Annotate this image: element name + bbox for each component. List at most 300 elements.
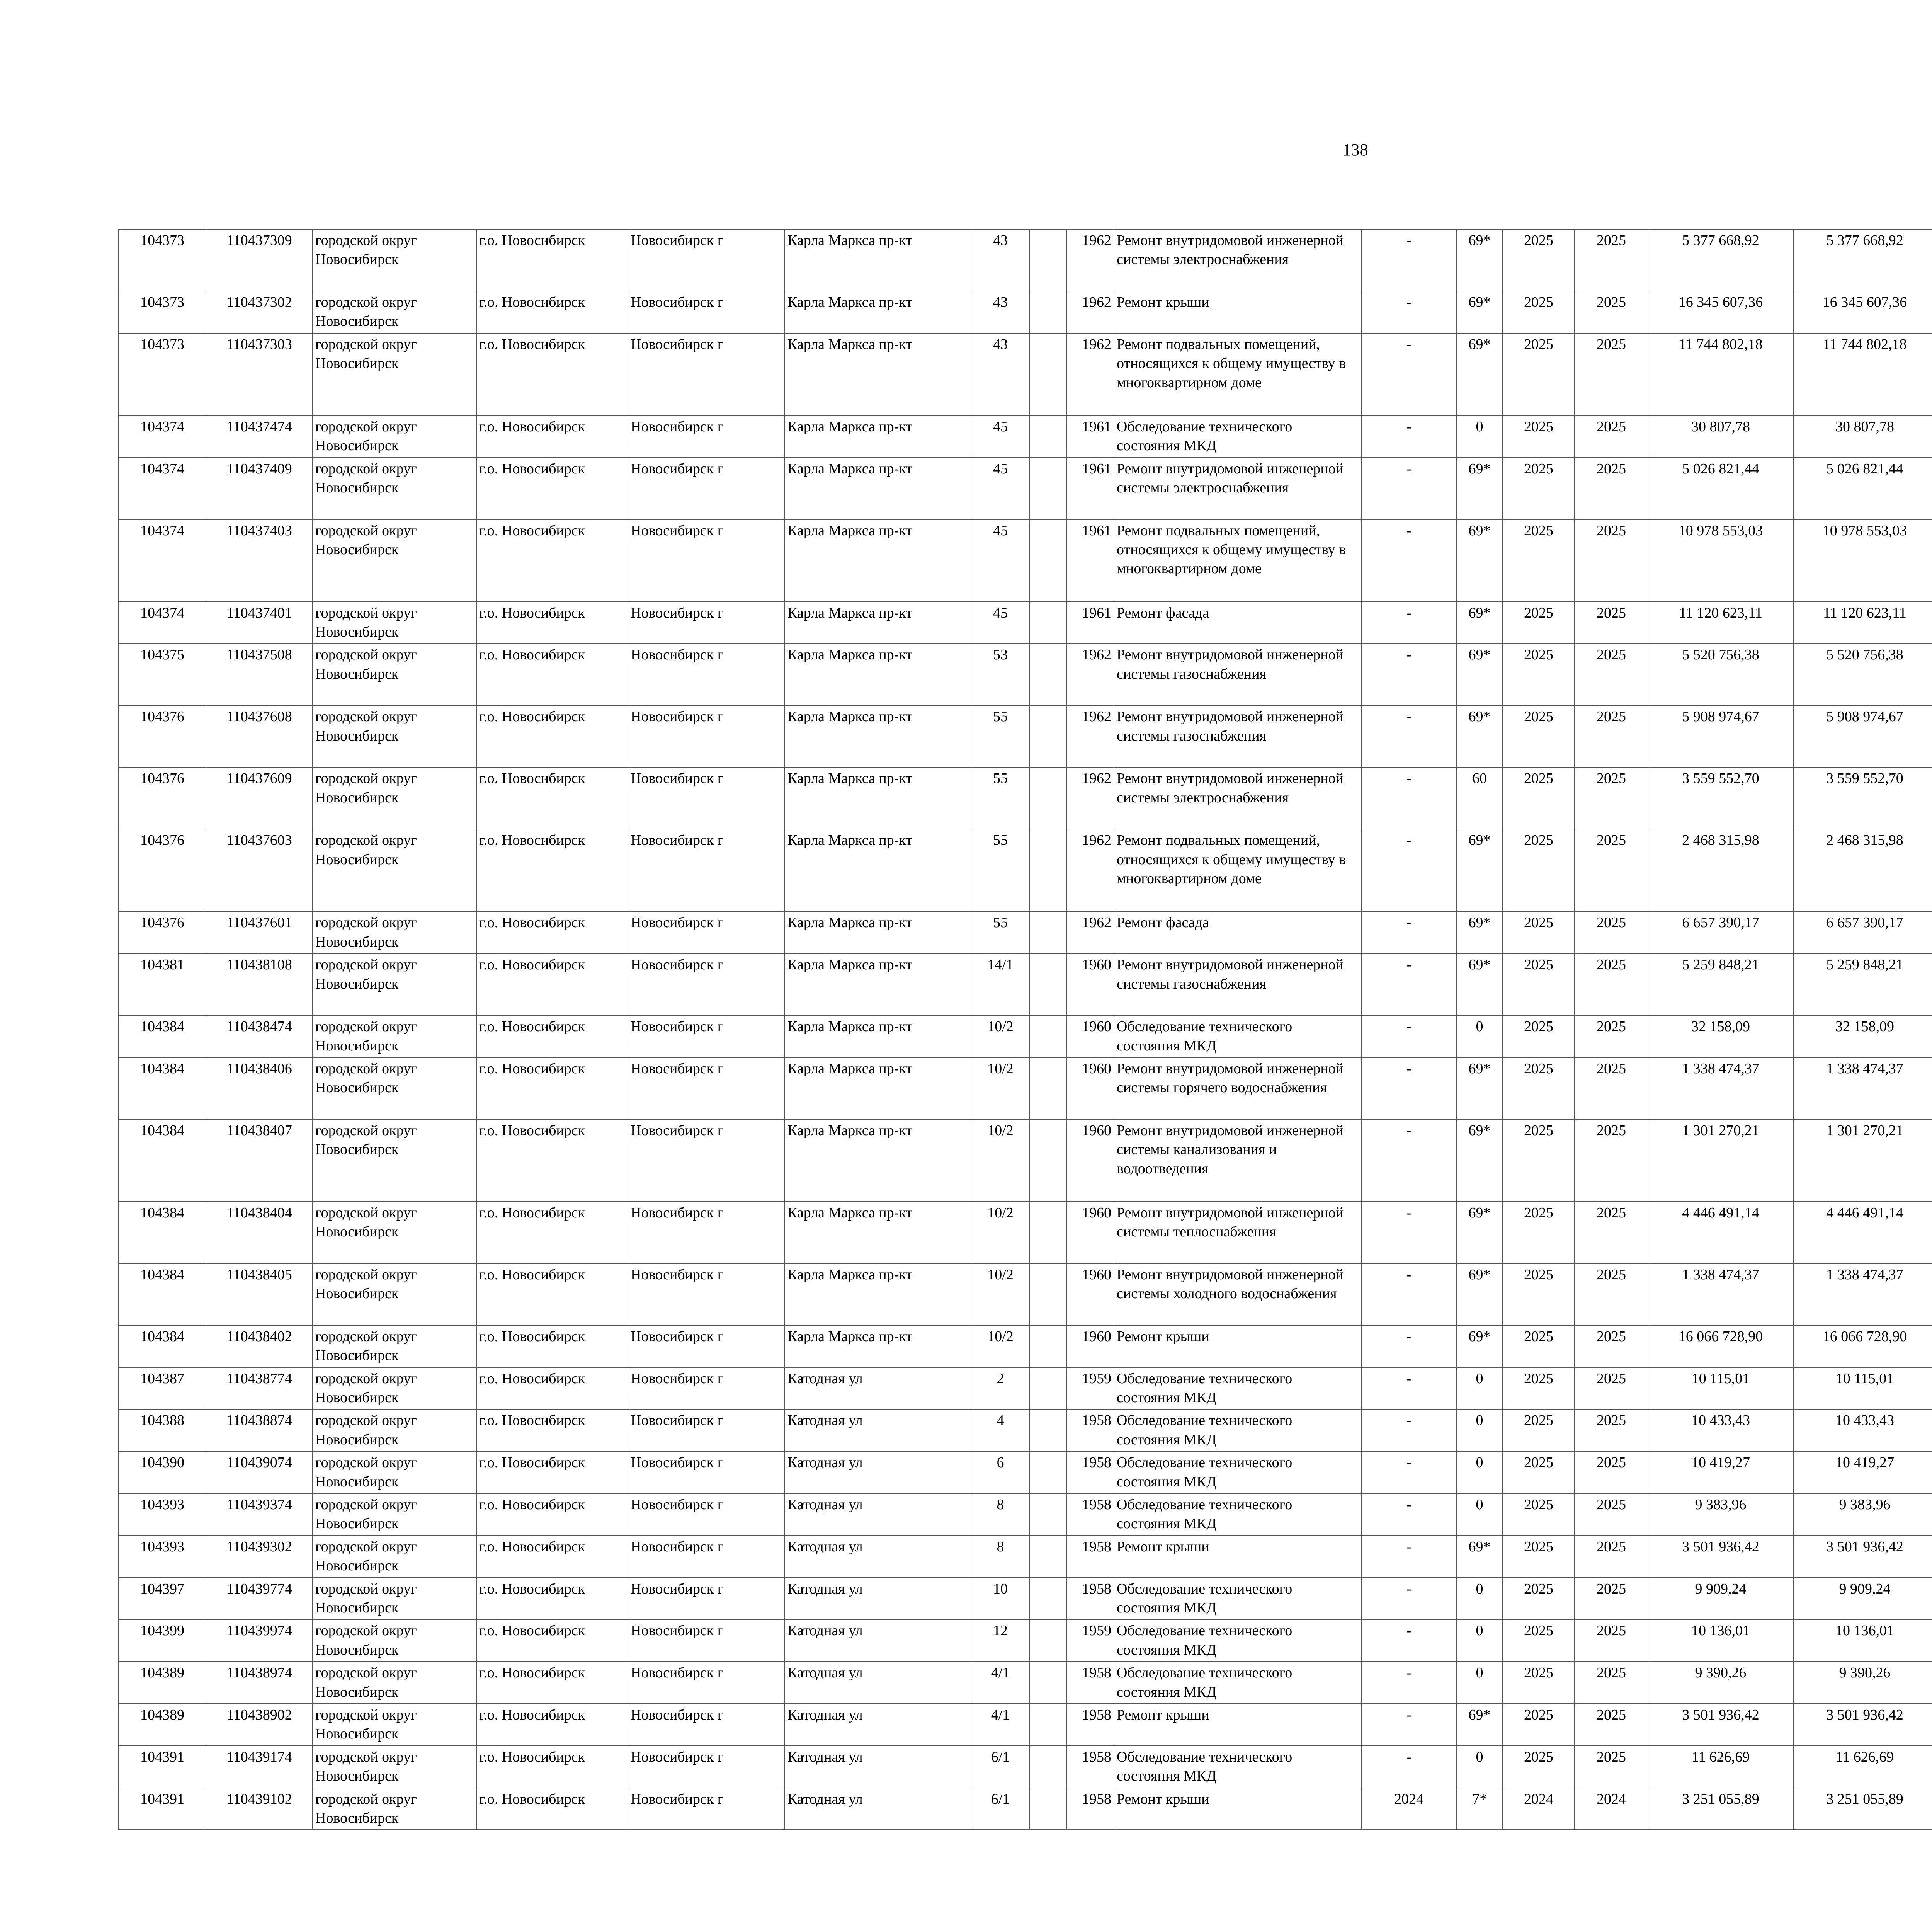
house-id-cell: 104374 <box>119 519 206 602</box>
fund-cost-cell: 9 909,24 <box>1793 1578 1932 1620</box>
prev-year-cell: - <box>1361 458 1456 519</box>
locality-cell: Новосибирск г <box>628 229 785 291</box>
plan-to-cell: 2025 <box>1575 333 1648 415</box>
prev-year-cell: - <box>1361 291 1456 333</box>
house-id-cell: 104373 <box>119 229 206 291</box>
plan-from-cell: 2024 <box>1503 1788 1575 1830</box>
house-id-cell: 104376 <box>119 911 206 953</box>
district-cell: городской округ Новосибирск <box>313 705 476 767</box>
plan-from-cell: 2025 <box>1503 333 1575 415</box>
plan-to-cell: 2025 <box>1575 644 1648 705</box>
district-cell: городской округ Новосибирск <box>313 1788 476 1830</box>
district-cell: городской округ Новосибирск <box>313 1057 476 1119</box>
house-id-cell: 104376 <box>119 767 206 829</box>
prev-year-cell: - <box>1361 1119 1456 1202</box>
wear-cell: 69* <box>1456 1536 1503 1578</box>
street-cell: Карла Маркса пр-кт <box>785 644 971 705</box>
house-number-cell: 55 <box>971 705 1030 767</box>
extra-cell <box>1030 1662 1067 1704</box>
house-number-cell: 43 <box>971 333 1030 415</box>
street-cell: Карла Маркса пр-кт <box>785 333 971 415</box>
fund-cost-cell: 3 251 055,89 <box>1793 1788 1932 1830</box>
locality-cell: Новосибирск г <box>628 1746 785 1788</box>
house-number-cell: 55 <box>971 911 1030 953</box>
table-row <box>119 1493 1932 1536</box>
district-cell: городской округ Новосибирск <box>313 415 476 458</box>
municipality-cell: г.о. Новосибирск <box>476 953 628 1015</box>
fund-cost-cell: 11 626,69 <box>1793 1746 1932 1788</box>
work-type-cell: Обследование технического состояния МКД <box>1114 1493 1361 1536</box>
total-cost-cell: 1 338 474,37 <box>1648 1057 1793 1119</box>
extra-cell <box>1030 1119 1067 1202</box>
work-type-cell: Ремонт крыши <box>1114 291 1361 333</box>
extra-cell <box>1030 333 1067 415</box>
total-cost-cell: 5 520 756,38 <box>1648 644 1793 705</box>
house-id-cell: 104393 <box>119 1536 206 1578</box>
municipality-cell: г.о. Новосибирск <box>476 1788 628 1830</box>
house-number-cell: 10/2 <box>971 1057 1030 1119</box>
build-year-cell: 1960 <box>1067 953 1114 1015</box>
total-cost-cell: 10 136,01 <box>1648 1619 1793 1662</box>
plan-from-cell: 2025 <box>1503 415 1575 458</box>
house-number-cell: 53 <box>971 644 1030 705</box>
house-id-cell: 104375 <box>119 644 206 705</box>
plan-from-cell: 2025 <box>1503 291 1575 333</box>
locality-cell: Новосибирск г <box>628 829 785 911</box>
table-row <box>119 911 1932 953</box>
prev-year-cell: - <box>1361 705 1456 767</box>
work-type-cell: Ремонт внутридомовой инженерной системы газоснабжения <box>1114 644 1361 705</box>
plan-from-cell: 2025 <box>1503 1662 1575 1704</box>
plan-to-cell: 2025 <box>1575 829 1648 911</box>
plan-from-cell: 2025 <box>1503 705 1575 767</box>
work-type-cell: Обследование технического состояния МКД <box>1114 1451 1361 1493</box>
municipality-cell: г.о. Новосибирск <box>476 1202 628 1263</box>
work-code-cell: 110437603 <box>206 829 313 911</box>
wear-cell: 0 <box>1456 1015 1503 1057</box>
house-number-cell: 4 <box>971 1409 1030 1451</box>
locality-cell: Новосибирск г <box>628 953 785 1015</box>
municipality-cell: г.о. Новосибирск <box>476 829 628 911</box>
house-number-cell: 12 <box>971 1619 1030 1662</box>
plan-to-cell: 2025 <box>1575 911 1648 953</box>
house-id-cell: 104391 <box>119 1788 206 1830</box>
locality-cell: Новосибирск г <box>628 1662 785 1704</box>
house-number-cell: 6 <box>971 1451 1030 1493</box>
fund-cost-cell: 5 908 974,67 <box>1793 705 1932 767</box>
work-type-cell: Обследование технического состояния МКД <box>1114 415 1361 458</box>
house-id-cell: 104389 <box>119 1662 206 1704</box>
house-number-cell: 10 <box>971 1578 1030 1620</box>
plan-from-cell: 2025 <box>1503 644 1575 705</box>
work-code-cell: 110437609 <box>206 767 313 829</box>
plan-to-cell: 2025 <box>1575 1536 1648 1578</box>
prev-year-cell: - <box>1361 1493 1456 1536</box>
plan-from-cell: 2025 <box>1503 1746 1575 1788</box>
extra-cell <box>1030 1057 1067 1119</box>
work-code-cell: 110437401 <box>206 602 313 644</box>
fund-cost-cell: 11 120 623,11 <box>1793 602 1932 644</box>
house-number-cell: 6/1 <box>971 1788 1030 1830</box>
prev-year-cell: - <box>1361 1325 1456 1367</box>
total-cost-cell: 5 908 974,67 <box>1648 705 1793 767</box>
wear-cell: 69* <box>1456 333 1503 415</box>
house-id-cell: 104391 <box>119 1746 206 1788</box>
prev-year-cell: - <box>1361 1057 1456 1119</box>
district-cell: городской округ Новосибирск <box>313 1619 476 1662</box>
plan-to-cell: 2025 <box>1575 1619 1648 1662</box>
prev-year-cell: - <box>1361 229 1456 291</box>
locality-cell: Новосибирск г <box>628 1202 785 1263</box>
district-cell: городской округ Новосибирск <box>313 1746 476 1788</box>
work-type-cell: Ремонт крыши <box>1114 1704 1361 1746</box>
build-year-cell: 1962 <box>1067 644 1114 705</box>
plan-from-cell: 2025 <box>1503 953 1575 1015</box>
plan-to-cell: 2024 <box>1575 1788 1648 1830</box>
plan-from-cell: 2025 <box>1503 1263 1575 1325</box>
district-cell: городской округ Новосибирск <box>313 1536 476 1578</box>
extra-cell <box>1030 1367 1067 1410</box>
street-cell: Катодная ул <box>785 1536 971 1578</box>
house-id-cell: 104374 <box>119 415 206 458</box>
wear-cell: 0 <box>1456 1746 1503 1788</box>
district-cell: городской округ Новосибирск <box>313 1263 476 1325</box>
house-id-cell: 104389 <box>119 1704 206 1746</box>
extra-cell <box>1030 602 1067 644</box>
plan-to-cell: 2025 <box>1575 1015 1648 1057</box>
total-cost-cell: 9 909,24 <box>1648 1578 1793 1620</box>
table-body <box>119 229 1932 1830</box>
total-cost-cell: 6 657 390,17 <box>1648 911 1793 953</box>
work-type-cell: Ремонт подвальных помещений, относящихся к общему имуществу в многоквартирном доме <box>1114 333 1361 415</box>
total-cost-cell: 11 120 623,11 <box>1648 602 1793 644</box>
district-cell: городской округ Новосибирск <box>313 1119 476 1202</box>
plan-from-cell: 2025 <box>1503 1409 1575 1451</box>
locality-cell: Новосибирск г <box>628 705 785 767</box>
house-number-cell: 55 <box>971 829 1030 911</box>
build-year-cell: 1961 <box>1067 602 1114 644</box>
fund-cost-cell: 32 158,09 <box>1793 1015 1932 1057</box>
fund-cost-cell: 9 383,96 <box>1793 1493 1932 1536</box>
table-row <box>119 291 1932 333</box>
street-cell: Карла Маркса пр-кт <box>785 519 971 602</box>
work-code-cell: 110438108 <box>206 953 313 1015</box>
street-cell: Катодная ул <box>785 1493 971 1536</box>
work-code-cell: 110438774 <box>206 1367 313 1410</box>
street-cell: Карла Маркса пр-кт <box>785 1119 971 1202</box>
locality-cell: Новосибирск г <box>628 1057 785 1119</box>
house-id-cell: 104376 <box>119 829 206 911</box>
street-cell: Катодная ул <box>785 1409 971 1451</box>
build-year-cell: 1958 <box>1067 1451 1114 1493</box>
district-cell: городской округ Новосибирск <box>313 1578 476 1620</box>
wear-cell: 69* <box>1456 1325 1503 1367</box>
total-cost-cell: 11 744 802,18 <box>1648 333 1793 415</box>
build-year-cell: 1960 <box>1067 1202 1114 1263</box>
municipality-cell: г.о. Новосибирск <box>476 1704 628 1746</box>
build-year-cell: 1958 <box>1067 1493 1114 1536</box>
house-number-cell: 2 <box>971 1367 1030 1410</box>
street-cell: Карла Маркса пр-кт <box>785 1202 971 1263</box>
street-cell: Карла Маркса пр-кт <box>785 602 971 644</box>
plan-from-cell: 2025 <box>1503 1057 1575 1119</box>
house-id-cell: 104384 <box>119 1202 206 1263</box>
street-cell: Катодная ул <box>785 1451 971 1493</box>
fund-cost-cell: 9 390,26 <box>1793 1662 1932 1704</box>
house-number-cell: 45 <box>971 602 1030 644</box>
plan-from-cell: 2025 <box>1503 1536 1575 1578</box>
wear-cell: 69* <box>1456 1704 1503 1746</box>
work-code-cell: 110438902 <box>206 1704 313 1746</box>
street-cell: Катодная ул <box>785 1746 971 1788</box>
district-cell: городской округ Новосибирск <box>313 1202 476 1263</box>
house-id-cell: 104384 <box>119 1263 206 1325</box>
work-type-cell: Ремонт внутридомовой инженерной системы электроснабжения <box>1114 767 1361 829</box>
work-code-cell: 110439174 <box>206 1746 313 1788</box>
fund-cost-cell: 10 433,43 <box>1793 1409 1932 1451</box>
house-number-cell: 8 <box>971 1493 1030 1536</box>
table-row <box>119 602 1932 644</box>
fund-cost-cell: 5 026 821,44 <box>1793 458 1932 519</box>
plan-from-cell: 2025 <box>1503 829 1575 911</box>
district-cell: городской округ Новосибирск <box>313 1451 476 1493</box>
wear-cell: 69* <box>1456 1263 1503 1325</box>
plan-to-cell: 2025 <box>1575 1202 1648 1263</box>
district-cell: городской округ Новосибирск <box>313 911 476 953</box>
work-type-cell: Обследование технического состояния МКД <box>1114 1015 1361 1057</box>
street-cell: Катодная ул <box>785 1662 971 1704</box>
district-cell: городской округ Новосибирск <box>313 1367 476 1410</box>
extra-cell <box>1030 829 1067 911</box>
build-year-cell: 1959 <box>1067 1619 1114 1662</box>
fund-cost-cell: 3 501 936,42 <box>1793 1536 1932 1578</box>
prev-year-cell: - <box>1361 1578 1456 1620</box>
table-row <box>119 415 1932 458</box>
district-cell: городской округ Новосибирск <box>313 333 476 415</box>
fund-cost-cell: 1 338 474,37 <box>1793 1057 1932 1119</box>
house-id-cell: 104376 <box>119 705 206 767</box>
plan-from-cell: 2025 <box>1503 229 1575 291</box>
extra-cell <box>1030 705 1067 767</box>
extra-cell <box>1030 415 1067 458</box>
build-year-cell: 1958 <box>1067 1662 1114 1704</box>
plan-to-cell: 2025 <box>1575 1367 1648 1410</box>
house-id-cell: 104390 <box>119 1451 206 1493</box>
build-year-cell: 1962 <box>1067 333 1114 415</box>
plan-from-cell: 2025 <box>1503 519 1575 602</box>
build-year-cell: 1960 <box>1067 1325 1114 1367</box>
work-type-cell: Ремонт подвальных помещений, относящихся к общему имуществу в многоквартирном доме <box>1114 829 1361 911</box>
street-cell: Карла Маркса пр-кт <box>785 767 971 829</box>
fund-cost-cell: 11 744 802,18 <box>1793 333 1932 415</box>
plan-to-cell: 2025 <box>1575 291 1648 333</box>
locality-cell: Новосибирск г <box>628 1263 785 1325</box>
street-cell: Катодная ул <box>785 1788 971 1830</box>
table-row <box>119 767 1932 829</box>
work-code-cell: 110438405 <box>206 1263 313 1325</box>
total-cost-cell: 9 383,96 <box>1648 1493 1793 1536</box>
build-year-cell: 1962 <box>1067 767 1114 829</box>
fund-cost-cell: 16 066 728,90 <box>1793 1325 1932 1367</box>
work-type-cell: Обследование технического состояния МКД <box>1114 1367 1361 1410</box>
plan-from-cell: 2025 <box>1503 1451 1575 1493</box>
street-cell: Карла Маркса пр-кт <box>785 229 971 291</box>
table-row <box>119 458 1932 519</box>
street-cell: Карла Маркса пр-кт <box>785 829 971 911</box>
fund-cost-cell: 5 259 848,21 <box>1793 953 1932 1015</box>
extra-cell <box>1030 1015 1067 1057</box>
municipality-cell: г.о. Новосибирск <box>476 1536 628 1578</box>
plan-to-cell: 2025 <box>1575 519 1648 602</box>
plan-from-cell: 2025 <box>1503 458 1575 519</box>
table-row <box>119 1119 1932 1202</box>
table-row <box>119 1536 1932 1578</box>
extra-cell <box>1030 1619 1067 1662</box>
wear-cell: 69* <box>1456 911 1503 953</box>
street-cell: Катодная ул <box>785 1578 971 1620</box>
locality-cell: Новосибирск г <box>628 1119 785 1202</box>
work-type-cell: Обследование технического состояния МКД <box>1114 1578 1361 1620</box>
district-cell: городской округ Новосибирск <box>313 1662 476 1704</box>
street-cell: Катодная ул <box>785 1619 971 1662</box>
house-id-cell: 104381 <box>119 953 206 1015</box>
plan-to-cell: 2025 <box>1575 953 1648 1015</box>
prev-year-cell: - <box>1361 1662 1456 1704</box>
locality-cell: Новосибирск г <box>628 1578 785 1620</box>
district-cell: городской округ Новосибирск <box>313 644 476 705</box>
locality-cell: Новосибирск г <box>628 1367 785 1410</box>
district-cell: городской округ Новосибирск <box>313 229 476 291</box>
work-type-cell: Обследование технического состояния МКД <box>1114 1409 1361 1451</box>
fund-cost-cell: 10 136,01 <box>1793 1619 1932 1662</box>
plan-to-cell: 2025 <box>1575 1578 1648 1620</box>
work-code-cell: 110437309 <box>206 229 313 291</box>
municipality-cell: г.о. Новосибирск <box>476 1325 628 1367</box>
extra-cell <box>1030 1704 1067 1746</box>
extra-cell <box>1030 458 1067 519</box>
build-year-cell: 1958 <box>1067 1788 1114 1830</box>
work-type-cell: Обследование технического состояния МКД <box>1114 1662 1361 1704</box>
wear-cell: 69* <box>1456 291 1503 333</box>
wear-cell: 69* <box>1456 1119 1503 1202</box>
work-type-cell: Ремонт внутридомовой инженерной системы электроснабжения <box>1114 458 1361 519</box>
table-row <box>119 1746 1932 1788</box>
fund-cost-cell: 16 345 607,36 <box>1793 291 1932 333</box>
build-year-cell: 1961 <box>1067 415 1114 458</box>
plan-from-cell: 2025 <box>1503 1015 1575 1057</box>
fund-cost-cell: 1 301 270,21 <box>1793 1119 1932 1202</box>
total-cost-cell: 3 251 055,89 <box>1648 1788 1793 1830</box>
work-type-cell: Ремонт фасада <box>1114 602 1361 644</box>
plan-from-cell: 2025 <box>1503 911 1575 953</box>
total-cost-cell: 10 115,01 <box>1648 1367 1793 1410</box>
municipality-cell: г.о. Новосибирск <box>476 602 628 644</box>
locality-cell: Новосибирск г <box>628 1788 785 1830</box>
wear-cell: 0 <box>1456 1451 1503 1493</box>
locality-cell: Новосибирск г <box>628 1325 785 1367</box>
wear-cell: 69* <box>1456 602 1503 644</box>
total-cost-cell: 9 390,26 <box>1648 1662 1793 1704</box>
work-code-cell: 110438402 <box>206 1325 313 1367</box>
build-year-cell: 1958 <box>1067 1746 1114 1788</box>
total-cost-cell: 3 501 936,42 <box>1648 1536 1793 1578</box>
work-code-cell: 110437608 <box>206 705 313 767</box>
plan-to-cell: 2025 <box>1575 1119 1648 1202</box>
prev-year-cell: - <box>1361 1746 1456 1788</box>
street-cell: Карла Маркса пр-кт <box>785 458 971 519</box>
build-year-cell: 1962 <box>1067 229 1114 291</box>
house-id-cell: 104384 <box>119 1119 206 1202</box>
plan-to-cell: 2025 <box>1575 1704 1648 1746</box>
prev-year-cell: - <box>1361 829 1456 911</box>
street-cell: Карла Маркса пр-кт <box>785 1015 971 1057</box>
locality-cell: Новосибирск г <box>628 291 785 333</box>
work-type-cell: Ремонт внутридомовой инженерной системы холодного водоснабжения <box>1114 1263 1361 1325</box>
work-code-cell: 110438406 <box>206 1057 313 1119</box>
work-type-cell: Ремонт подвальных помещений, относящихся к общему имуществу в многоквартирном доме <box>1114 519 1361 602</box>
municipality-cell: г.о. Новосибирск <box>476 1263 628 1325</box>
prev-year-cell: - <box>1361 1015 1456 1057</box>
street-cell: Катодная ул <box>785 1367 971 1410</box>
fund-cost-cell: 10 419,27 <box>1793 1451 1932 1493</box>
plan-to-cell: 2025 <box>1575 458 1648 519</box>
street-cell: Карла Маркса пр-кт <box>785 415 971 458</box>
district-cell: городской округ Новосибирск <box>313 829 476 911</box>
municipality-cell: г.о. Новосибирск <box>476 1015 628 1057</box>
district-cell: городской округ Новосибирск <box>313 1493 476 1536</box>
house-number-cell: 10/2 <box>971 1202 1030 1263</box>
plan-to-cell: 2025 <box>1575 767 1648 829</box>
total-cost-cell: 16 066 728,90 <box>1648 1325 1793 1367</box>
build-year-cell: 1962 <box>1067 829 1114 911</box>
table-row <box>119 1788 1932 1830</box>
street-cell: Карла Маркса пр-кт <box>785 1325 971 1367</box>
prev-year-cell: - <box>1361 1704 1456 1746</box>
house-number-cell: 4/1 <box>971 1704 1030 1746</box>
wear-cell: 69* <box>1456 519 1503 602</box>
locality-cell: Новосибирск г <box>628 458 785 519</box>
district-cell: городской округ Новосибирск <box>313 291 476 333</box>
fund-cost-cell: 4 446 491,14 <box>1793 1202 1932 1263</box>
house-id-cell: 104399 <box>119 1619 206 1662</box>
extra-cell <box>1030 519 1067 602</box>
work-type-cell: Ремонт внутридомовой инженерной системы электроснабжения <box>1114 229 1361 291</box>
house-number-cell: 8 <box>971 1536 1030 1578</box>
plan-from-cell: 2025 <box>1503 1619 1575 1662</box>
total-cost-cell: 1 338 474,37 <box>1648 1263 1793 1325</box>
work-code-cell: 110439774 <box>206 1578 313 1620</box>
house-number-cell: 45 <box>971 458 1030 519</box>
table-row <box>119 644 1932 705</box>
plan-to-cell: 2025 <box>1575 1493 1648 1536</box>
build-year-cell: 1958 <box>1067 1578 1114 1620</box>
house-number-cell: 10/2 <box>971 1263 1030 1325</box>
municipality-cell: г.о. Новосибирск <box>476 1578 628 1620</box>
prev-year-cell: - <box>1361 602 1456 644</box>
wear-cell: 0 <box>1456 1619 1503 1662</box>
extra-cell <box>1030 1263 1067 1325</box>
locality-cell: Новосибирск г <box>628 644 785 705</box>
street-cell: Карла Маркса пр-кт <box>785 1057 971 1119</box>
work-type-cell: Ремонт внутридомовой инженерной системы канализования и водоотведения <box>1114 1119 1361 1202</box>
work-type-cell: Обследование технического состояния МКД <box>1114 1746 1361 1788</box>
plan-from-cell: 2025 <box>1503 1493 1575 1536</box>
district-cell: городской округ Новосибирск <box>313 767 476 829</box>
total-cost-cell: 2 468 315,98 <box>1648 829 1793 911</box>
extra-cell <box>1030 1746 1067 1788</box>
prev-year-cell: - <box>1361 953 1456 1015</box>
municipality-cell: г.о. Новосибирск <box>476 1409 628 1451</box>
